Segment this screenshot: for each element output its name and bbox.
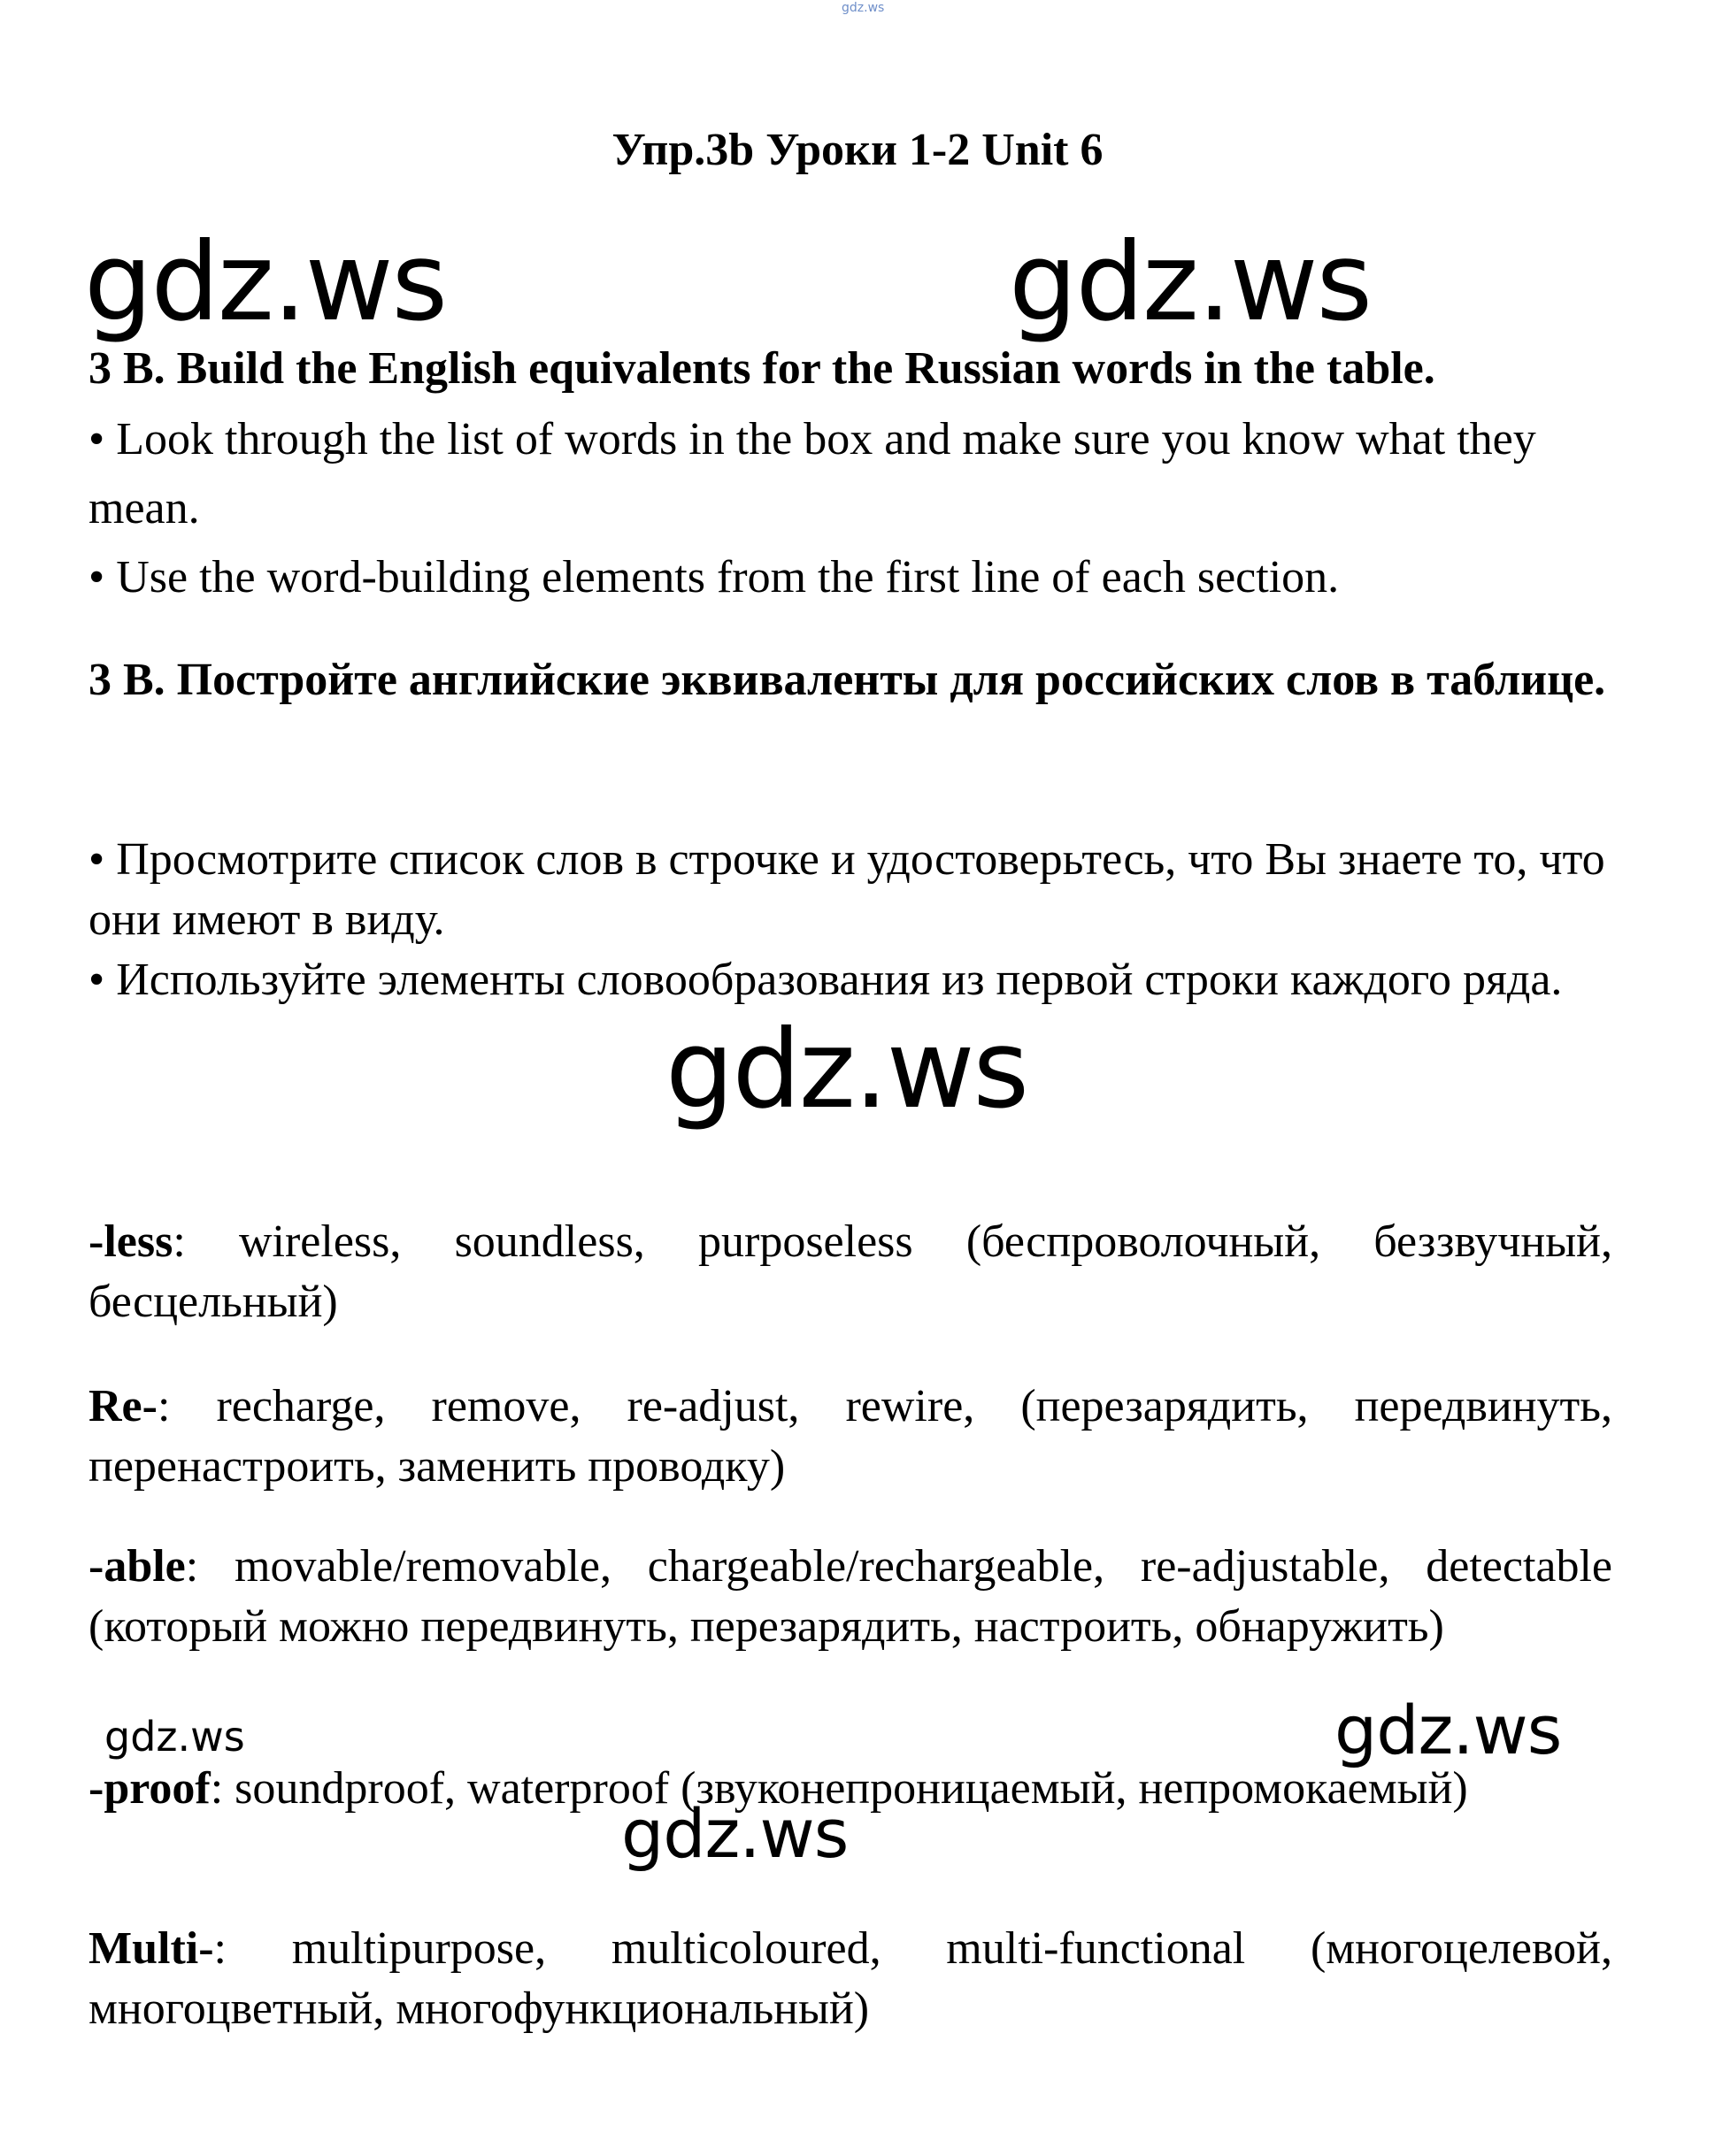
watermark-medium-right: gdz.ws [1334,1691,1562,1769]
watermark-tiny: gdz.ws [842,1,885,15]
section-proof [88,1759,1612,1819]
section-text: : wireless, soundless, purposeless (беспроволочный, беззвучный, бесцельный) [88,1216,1612,1327]
section-less [88,1212,1612,1332]
watermark-medium-center: gdz.ws [621,1794,849,1873]
english-bullet-1: • Look through the list of words in the box and make sure you know what they mean. [88,414,1536,533]
watermark-big-right: gdz.ws [1009,219,1372,345]
english-bullet-2: • Use the word-building elements from the first line of each section. [88,552,1340,602]
russian-bullets [88,830,1612,1010]
section-text: : movable/removable, chargeable/rechargeable, re-adjustable, detectable (который можно передвинуть, перезарядить, настроить, обнаружить) [88,1541,1612,1652]
page-title: Упр.3b Уроки 1-2 Unit 6 [611,125,1104,175]
russian-bullet-1: • Просмотрите список слов в строчке и удостоверьтесь, что Вы знаете то, что они имеют в виду. [88,834,1605,945]
watermark-small-left: gdz.ws [104,1713,245,1761]
russian-heading: 3 B. Постройте английские эквиваленты для российских слов в таблице. [88,655,1606,705]
section-prefix: Re- [88,1381,158,1431]
section-able [88,1537,1612,1657]
section-text: : soundproof, waterproof (звуконепроницаемый, непромокаемый) [210,1763,1468,1814]
section-text: : recharge, remove, re-adjust, rewire, (перезарядить, передвинуть, перенастроить, заменить проводку) [88,1381,1612,1492]
section-prefix: -able [88,1541,186,1592]
section-multi [88,1919,1612,2039]
russian-bullet-2: • Используйте элементы словообразования из первой строки каждого ряда. [88,955,1563,1005]
section-prefix: -proof [88,1763,211,1814]
english-heading: 3 B. Build the English equivalents for the Russian words in the table. [88,343,1435,394]
watermark-center: gdz.ws [665,1007,1028,1132]
section-prefix: Multi- [88,1923,214,1974]
watermark-big-left: gdz.ws [84,219,447,345]
english-bullets [88,405,1612,612]
section-re [88,1377,1612,1497]
section-prefix: -less [88,1216,173,1267]
section-text: : multipurpose, multicoloured, multi-functional (многоцелевой, многоцветный, многофункциональный) [88,1923,1612,2034]
